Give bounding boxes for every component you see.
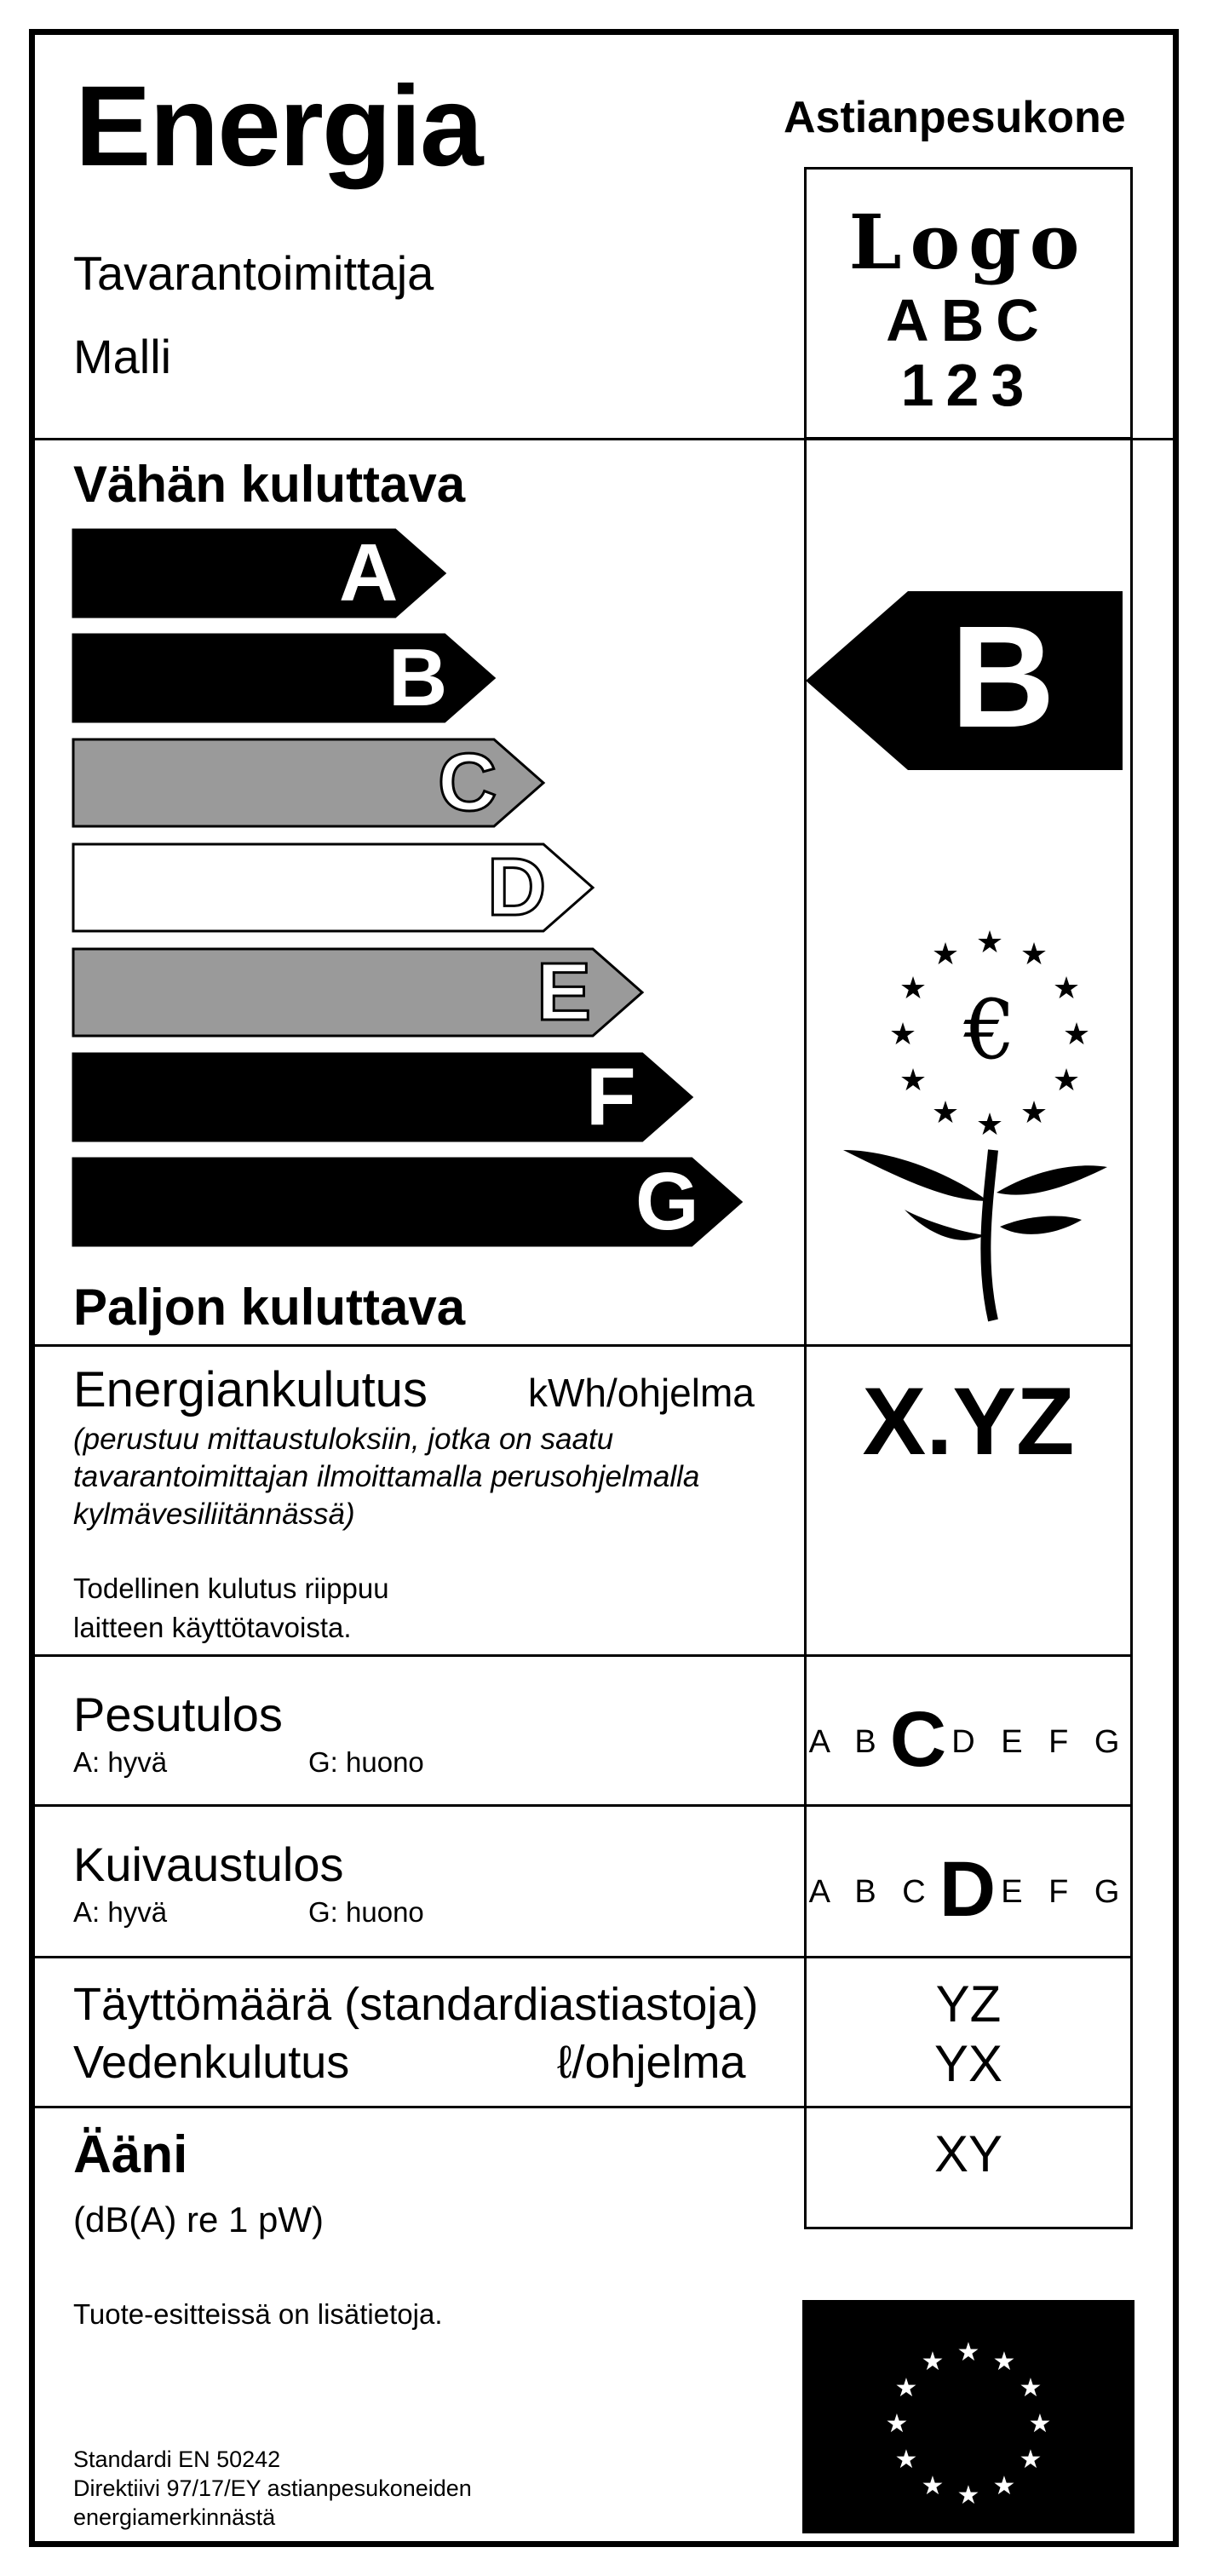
supplier-label: Tavarantoimittaja <box>73 246 434 300</box>
drying-rating: D <box>939 1846 997 1933</box>
svg-text:★: ★ <box>899 971 928 1006</box>
svg-text:★: ★ <box>956 2481 980 2510</box>
energy-note-3: kylmävesiliitännässä) <box>73 1498 355 1531</box>
svg-text:★: ★ <box>1052 1063 1081 1098</box>
energy-note-2: tavarantoimittajan ilmoittamalla perusohjelmalla <box>73 1460 700 1493</box>
header-divider <box>35 438 1173 440</box>
energy-title: Energiankulutus <box>73 1362 428 1417</box>
rating-arrow <box>806 591 1123 770</box>
energy-actual-2: laitteen käyttötavoista. <box>73 1612 352 1643</box>
class-arrow-b <box>72 633 497 723</box>
eu-flower-icon <box>826 920 1116 1329</box>
scale-top-label: Vähän kuluttava <box>73 456 466 513</box>
footer-info: Tuote-esitteissä on lisätietoja. <box>73 2298 443 2330</box>
logo-line2: ABC <box>886 287 1051 354</box>
svg-text:★: ★ <box>894 2373 918 2403</box>
svg-text:★: ★ <box>888 1017 917 1052</box>
water-label: Vedenkulutus <box>73 2037 350 2088</box>
svg-text:★: ★ <box>894 2445 918 2475</box>
svg-text:★: ★ <box>885 2409 909 2439</box>
water-value: YX <box>933 2035 1003 2092</box>
class-arrow-f <box>72 1052 695 1142</box>
drying-good: A: hyvä <box>73 1896 168 1928</box>
svg-text:★: ★ <box>1020 1095 1048 1130</box>
svg-text:★: ★ <box>975 1107 1004 1142</box>
model-label: Malli <box>73 330 172 383</box>
energy-unit: kWh/ohjelma <box>528 1371 755 1415</box>
footer-standard-3: energiamerkinnästä <box>73 2504 276 2530</box>
class-letter-f: F <box>586 1051 636 1142</box>
logo-line3: 123 <box>900 352 1037 418</box>
washing-good: A: hyvä <box>73 1746 168 1778</box>
class-arrow-d <box>72 842 596 933</box>
label-title: Energia <box>75 63 482 190</box>
drying-title: Kuivaustulos <box>73 1837 344 1891</box>
class-letter-d: D <box>487 842 547 933</box>
svg-text:★: ★ <box>1028 2409 1052 2439</box>
class-letter-g: G <box>635 1156 699 1247</box>
noise-value: XY <box>933 2125 1003 2182</box>
washing-title: Pesutulos <box>73 1688 283 1741</box>
appliance-type: Astianpesukone <box>784 93 1126 142</box>
energy-note-1: (perustuu mittaustuloksiin, jotka on saatu <box>73 1423 614 1456</box>
svg-text:★: ★ <box>1052 971 1081 1006</box>
footer-standard-1: Standardi EN 50242 <box>73 2447 281 2472</box>
washing-divider <box>35 1804 1133 1807</box>
class-letter-e: E <box>537 946 592 1038</box>
noise-title: Ääni <box>73 2125 188 2184</box>
svg-text:★: ★ <box>1062 1017 1091 1052</box>
washing-bad: G: huono <box>308 1746 424 1778</box>
capacity-value: YZ <box>935 1975 1002 2033</box>
drying-scale <box>804 1845 1133 1935</box>
energy-value: X.YZ <box>862 1368 1075 1475</box>
noise-box-right <box>1130 438 1133 2229</box>
washing-scale-after: D E F G <box>951 1724 1129 1760</box>
svg-text:★: ★ <box>921 2347 945 2377</box>
class-arrow-a <box>72 528 448 618</box>
scale-divider <box>35 1344 1133 1347</box>
svg-text:★: ★ <box>975 925 1004 960</box>
drying-scale-after: E F G <box>1001 1874 1129 1910</box>
svg-text:★: ★ <box>992 2471 1016 2501</box>
svg-text:★: ★ <box>1019 2373 1043 2403</box>
svg-text:€: € <box>963 982 1016 1078</box>
footer-standard-2: Direktiivi 97/17/EY astianpesukoneiden <box>73 2475 472 2501</box>
energy-actual-1: Todellinen kulutus riippuu <box>73 1573 389 1604</box>
water-divider <box>35 2106 1133 2108</box>
class-letter-c: C <box>438 737 497 828</box>
drying-bad: G: huono <box>308 1896 424 1928</box>
rating-letter: B <box>951 596 1055 758</box>
svg-text:★: ★ <box>1020 937 1048 972</box>
svg-text:★: ★ <box>956 2337 980 2367</box>
class-letter-a: A <box>339 527 399 618</box>
logo-line1: Logo <box>848 198 1089 286</box>
drying-scale-before: A B C <box>808 1874 934 1910</box>
energy-divider <box>35 1654 1133 1657</box>
washing-rating: C <box>889 1696 947 1783</box>
svg-text:★: ★ <box>931 937 960 972</box>
drying-divider <box>35 1956 1133 1958</box>
svg-text:★: ★ <box>931 1095 960 1130</box>
eu-flag-icon <box>802 2300 1134 2533</box>
washing-scale <box>804 1695 1133 1785</box>
capacity-label: Täyttömäärä (standardiastiastoja) <box>73 1979 759 2030</box>
svg-text:★: ★ <box>992 2347 1016 2377</box>
scale-bottom-label: Paljon kuluttava <box>73 1279 466 1336</box>
svg-text:★: ★ <box>1019 2445 1043 2475</box>
class-letter-b: B <box>388 632 448 723</box>
washing-scale-before: A B <box>808 1724 885 1760</box>
class-arrow-e <box>72 947 646 1038</box>
class-arrow-g <box>72 1157 744 1247</box>
svg-text:★: ★ <box>921 2471 945 2501</box>
class-arrow-c <box>72 738 547 828</box>
water-unit: ℓ/ohjelma <box>557 2037 746 2088</box>
svg-text:★: ★ <box>899 1063 928 1098</box>
noise-box-bottom <box>804 2227 1133 2229</box>
noise-unit: (dB(A) re 1 pW) <box>73 2199 325 2240</box>
